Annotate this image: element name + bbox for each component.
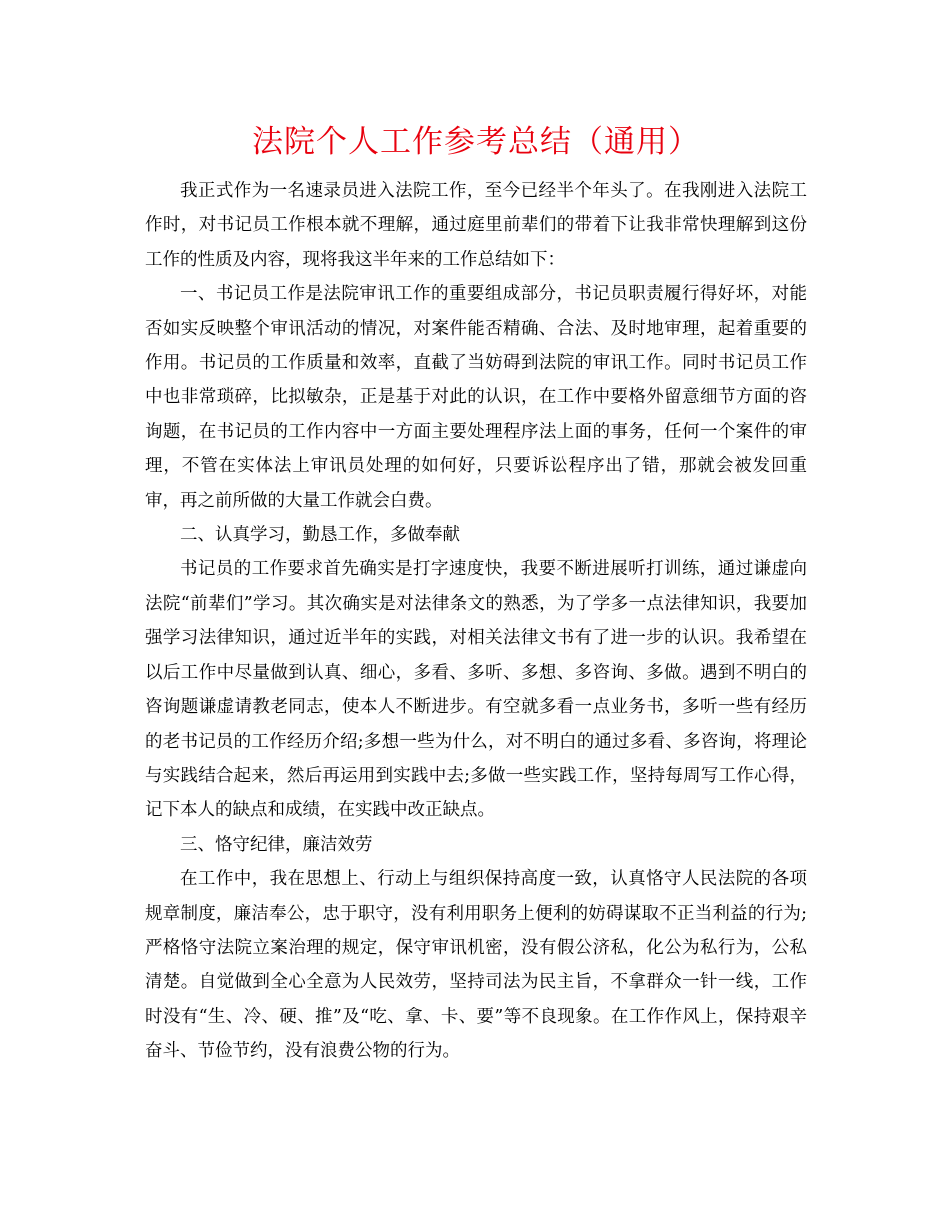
- section-heading-3: 三、恪守纪律，廉洁效劳: [180, 834, 373, 855]
- section-heading-2: 二、认真学习，勤恳工作，多做奉献: [180, 525, 460, 546]
- document-page: [145, 118, 807, 1069]
- document-title: 法院个人工作参考总结（通用）: [252, 124, 700, 160]
- paragraph-section-1: 一、书记员工作是法院审讯工作的重要组成部分，书记员职责履行得好坏，对能否如实反映整个审讯活动的情况，对案件能否精确、合法、及时地审理，起着重要的作用。书记员的工作质量和效率，直截了当妨碍到法院的审讯工作。同时书记员工作中也非常琐碎，比拟敏杂，正是基于对此的认识，在工作中要格外留意细节方面的咨询题，在书记员的工作内容中一方面主要处理程序法上面的事务，任何一个案件的审理，不管在实体法上审讯员处理的如何好，只要诉讼程序出了错，那就会被发回重审，再之前所做的大量工作就会白费。: [145, 284, 807, 511]
- paragraph-section-2: 书记员的工作要求首先确实是打字速度快，我要不断进展听打训练，通过谦虚向法院“前辈们”学习。其次确实是对法律条文的熟悉，为了学多一点法律知识，我要加强学习法律知识，通过近半年的实践，对相关法律文书有了进一步的认识。我希望在以后工作中尽量做到认真、细心，多看、多听、多想、多咨询、多做。遇到不明白的咨询题谦虚请教老同志，使本人不断进步。有空就多看一点业务书，多听一些有经历的老书记员的工作经历介绍;多想一些为什么，对不明白的通过多看、多咨询，将理论与实践结合起来，然后再运用到实践中去;多做一些实践工作，坚持每周写工作心得，记下本人的缺点和成绩，在实践中改正缺点。: [145, 559, 807, 821]
- paragraph-intro: 我正式作为一名速录员进入法院工作，至今已经半个年头了。在我刚进入法院工作时，对书记员工作根本就不理解，通过庭里前辈们的带着下让我非常快理解到这份工作的性质及内容，现将我这半年来的工作总结如下：: [145, 181, 807, 270]
- paragraph-section-3: 在工作中，我在思想上、行动上与组织保持高度一致，认真恪守人民法院的各项规章制度，廉洁奉公，忠于职守，没有利用职务上便利的妨碍谋取不正当利益的行为;严格恪守法院立案治理的规定，保守审讯机密，没有假公济私，化公为私行为，公私清楚。自觉做到全心全意为人民效劳，坚持司法为民主旨，不拿群众一针一线，工作时没有“生、冷、硬、推”及“吃、拿、卡、要”等不良现象。在工作作风上，保持艰辛奋斗、节俭节约，没有浪费公物的行为。: [145, 869, 807, 1062]
